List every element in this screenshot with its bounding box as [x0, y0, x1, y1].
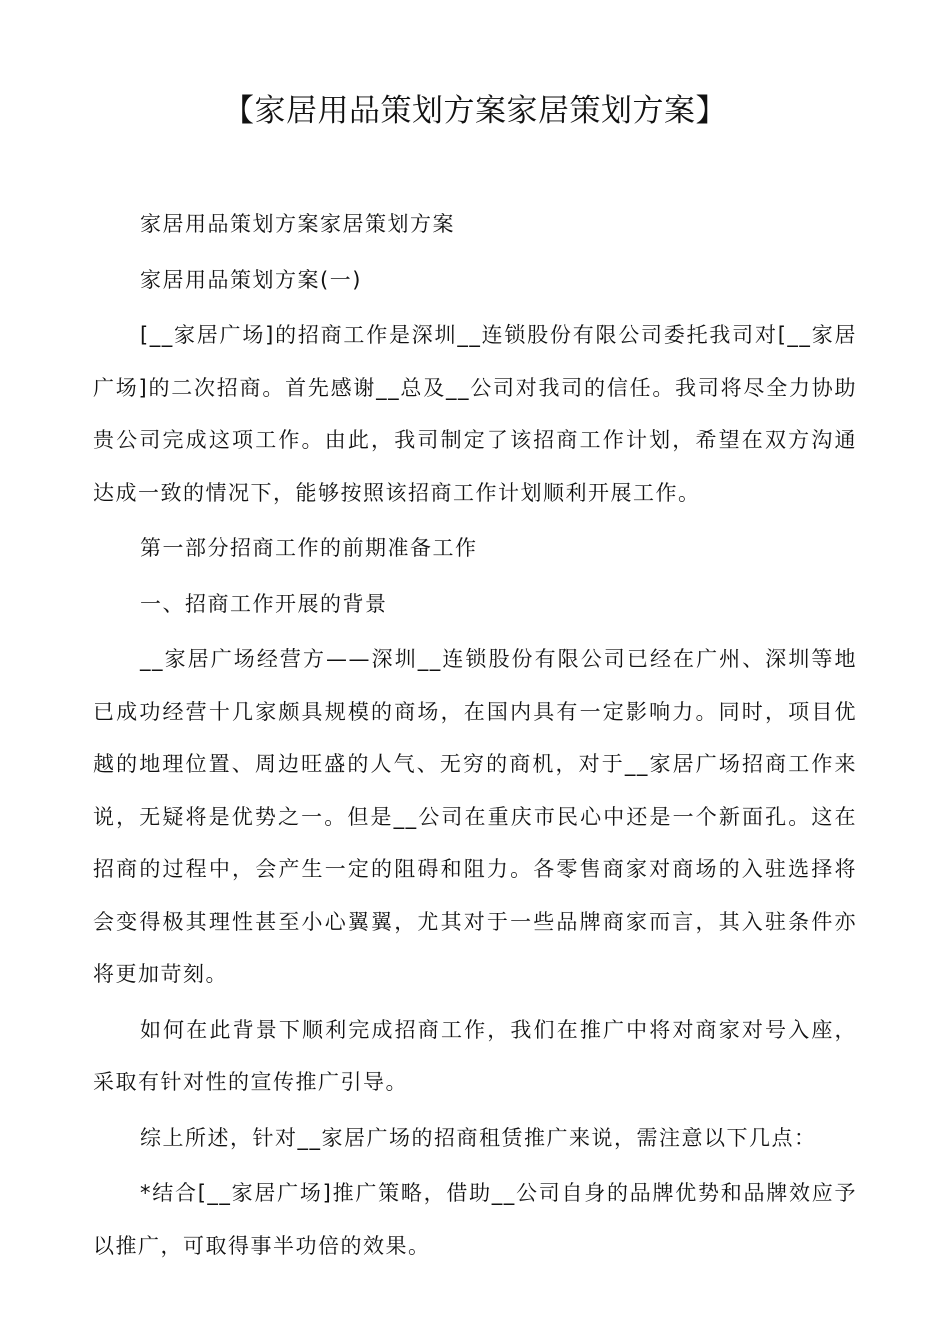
paragraph-strategy: 如何在此背景下顺利完成招商工作，我们在推广中将对商家对号入座，采取有针对性的宣传推广引导。: [93, 1017, 857, 1094]
paragraph-part-heading: 第一部分招商工作的前期准备工作: [140, 536, 478, 560]
paragraph-section-heading: 家居用品策划方案(一): [140, 267, 362, 292]
paragraph-summary: 综上所述，针对__家居广场的招商租赁推广来说，需注意以下几点：: [140, 1125, 817, 1150]
paragraph-background: __家居广场经营方——深圳__连锁股份有限公司已经在广州、深圳等地已成功经营十几家颇具规模的商场，在国内具有一定影响力。同时，项目优越的地理位置、周边旺盛的人气、无穷的商机，对于__家居广场招商工作来说，无疑将是优势之一。但是__公司在重庆市民心中还是一个新面孔。这在招商的过程中，会产生一定的阻碍和阻力。各零售商家对商场的入驻选择将会变得极其理性甚至小心翼翼，尤其对于一些品牌商家而言，其入驻条件亦将更加苛刻。: [93, 647, 857, 986]
document-title: 【家居用品策划方案家居策划方案】: [223, 93, 727, 129]
document-body: [93, 198, 857, 1272]
paragraph-intro: [__家居广场]的招商工作是深圳__连锁股份有限公司委托我司对[__家居广场]的二次招商。首先感谢__总及__公司对我司的信任。我司将尽全力协助贵公司完成这项工作。由此，我司制定了该招商工作计划，希望在双方沟通达成一致的情况下，能够按照该招商工作计划顺利开展工作。: [93, 323, 857, 505]
paragraph-background-heading: 一、招商工作开展的背景: [140, 591, 388, 616]
paragraph-subtitle: 家居用品策划方案家居策划方案: [140, 212, 455, 236]
paragraph-bullet-point: *结合[__家居广场]推广策略，借助__公司自身的品牌优势和品牌效应予以推广，可取得事半功倍的效果。: [93, 1181, 857, 1258]
